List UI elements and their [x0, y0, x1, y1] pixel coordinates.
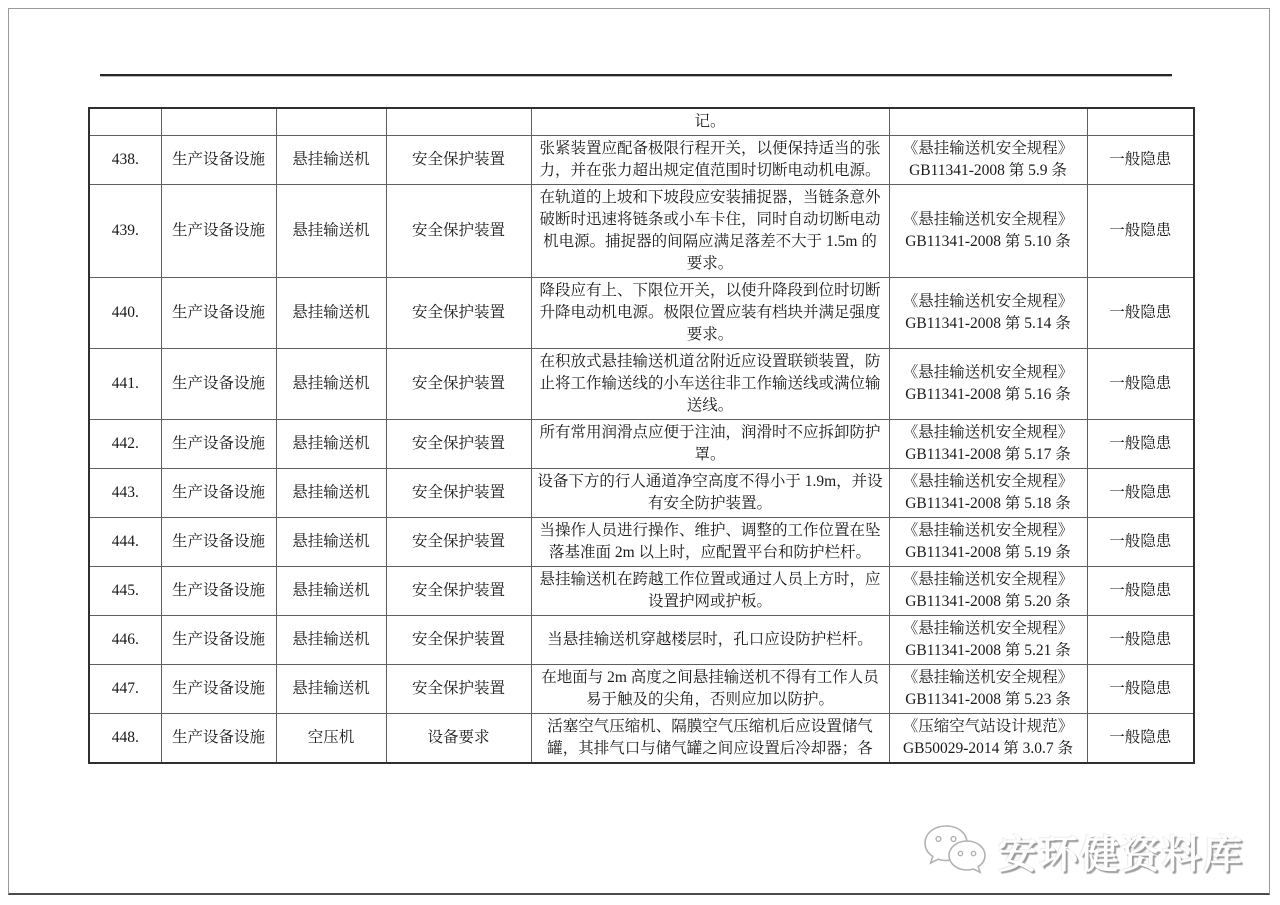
check-item-cell: 安全保护装置 — [386, 567, 531, 616]
check-item-cell: 安全保护装置 — [386, 136, 531, 185]
category-cell: 生产设备设施 — [161, 518, 276, 567]
basis-title: 《悬挂输送机安全规程》 — [902, 669, 1074, 686]
description-cell: 记。 — [531, 108, 889, 136]
category-cell: 生产设备设施 — [161, 420, 276, 469]
hazard-checklist-table — [88, 107, 1195, 764]
equipment-cell: 悬挂输送机 — [276, 420, 386, 469]
basis-clause: GB50029-2014 第 3.0.7 条 — [902, 740, 1074, 757]
category-cell: 生产设备设施 — [161, 714, 276, 764]
row-number-cell: 441. — [89, 349, 161, 420]
basis-cell — [889, 349, 1087, 420]
equipment-cell: 悬挂输送机 — [276, 469, 386, 518]
basis-cell — [889, 278, 1087, 349]
category-cell: 生产设备设施 — [161, 185, 276, 278]
description-cell: 当操作人员进行操作、维护、调整的工作位置在坠落基准面 2m 以上时，应配置平台和防护栏杆。 — [531, 518, 889, 567]
basis-title: 《悬挂输送机安全规程》 — [902, 140, 1074, 157]
table-row — [89, 349, 1194, 420]
basis-cell — [889, 665, 1087, 714]
category-cell — [161, 108, 276, 136]
hazard-level-cell: 一般隐患 — [1087, 714, 1194, 764]
basis-title: 《悬挂输送机安全规程》 — [902, 211, 1074, 228]
table-row — [89, 665, 1194, 714]
equipment-cell: 悬挂输送机 — [276, 278, 386, 349]
hazard-level-cell: 一般隐患 — [1087, 469, 1194, 518]
category-cell: 生产设备设施 — [161, 616, 276, 665]
equipment-cell: 悬挂输送机 — [276, 567, 386, 616]
row-number-cell: 443. — [89, 469, 161, 518]
table-row — [89, 278, 1194, 349]
check-item-cell: 设备要求 — [386, 714, 531, 764]
category-cell: 生产设备设施 — [161, 349, 276, 420]
check-item-cell: 安全保护装置 — [386, 278, 531, 349]
hazard-table-body — [89, 108, 1194, 763]
row-number-cell: 444. — [89, 518, 161, 567]
table-row — [89, 518, 1194, 567]
header-rule-line — [100, 74, 1172, 77]
basis-cell — [889, 714, 1087, 764]
basis-title: 《悬挂输送机安全规程》 — [902, 522, 1074, 539]
hazard-level-cell: 一般隐患 — [1087, 278, 1194, 349]
description-cell: 在轨道的上坡和下坡段应安装捕捉器，当链条意外破断时迅速将链条或小车卡住，同时自动切断电动机电源。捕捉器的间隔应满足落差不大于 1.5m 的要求。 — [531, 185, 889, 278]
hazard-level-cell: 一般隐患 — [1087, 665, 1194, 714]
basis-clause: GB11341-2008 第 5.9 条 — [909, 162, 1067, 179]
check-item-cell: 安全保护装置 — [386, 185, 531, 278]
row-number-cell: 442. — [89, 420, 161, 469]
table-row — [89, 136, 1194, 185]
basis-title: 《悬挂输送机安全规程》 — [902, 364, 1074, 381]
basis-clause: GB11341-2008 第 5.20 条 — [905, 593, 1071, 610]
row-number-cell: 448. — [89, 714, 161, 764]
description-cell: 活塞空气压缩机、隔膜空气压缩机后应设置储气罐，其排气口与储气罐之间应设置后冷却器；各 — [531, 714, 889, 764]
hazard-level-cell: 一般隐患 — [1087, 567, 1194, 616]
category-cell: 生产设备设施 — [161, 665, 276, 714]
basis-title: 《悬挂输送机安全规程》 — [902, 571, 1074, 588]
category-cell: 生产设备设施 — [161, 469, 276, 518]
basis-clause: GB11341-2008 第 5.17 条 — [905, 446, 1071, 463]
hazard-level-cell: 一般隐患 — [1087, 420, 1194, 469]
table-row — [89, 469, 1194, 518]
check-item-cell: 安全保护装置 — [386, 349, 531, 420]
category-cell: 生产设备设施 — [161, 136, 276, 185]
check-item-cell — [386, 108, 531, 136]
hazard-level-cell: 一般隐患 — [1087, 616, 1194, 665]
row-number-cell: 446. — [89, 616, 161, 665]
category-cell: 生产设备设施 — [161, 278, 276, 349]
check-item-cell: 安全保护装置 — [386, 616, 531, 665]
table-row — [89, 108, 1194, 136]
equipment-cell: 悬挂输送机 — [276, 136, 386, 185]
hazard-level-cell — [1087, 108, 1194, 136]
description-cell: 张紧装置应配备极限行程开关，以便保持适当的张力，并在张力超出规定值范围时切断电动机电源。 — [531, 136, 889, 185]
row-number-cell — [89, 108, 161, 136]
row-number-cell: 439. — [89, 185, 161, 278]
check-item-cell: 安全保护装置 — [386, 518, 531, 567]
hazard-level-cell: 一般隐患 — [1087, 185, 1194, 278]
basis-title: 《压缩空气站设计规范》 — [902, 718, 1074, 735]
table-row — [89, 567, 1194, 616]
basis-clause: GB11341-2008 第 5.21 条 — [905, 642, 1071, 659]
equipment-cell: 悬挂输送机 — [276, 665, 386, 714]
basis-cell — [889, 469, 1087, 518]
wechat-icon — [922, 823, 988, 881]
description-cell: 悬挂输送机在跨越工作位置或通过人员上方时，应设置护网或护板。 — [531, 567, 889, 616]
basis-clause: GB11341-2008 第 5.18 条 — [905, 495, 1071, 512]
equipment-cell: 悬挂输送机 — [276, 616, 386, 665]
table-row — [89, 616, 1194, 665]
equipment-cell: 悬挂输送机 — [276, 349, 386, 420]
basis-cell — [889, 108, 1087, 136]
basis-clause: GB11341-2008 第 5.10 条 — [905, 233, 1071, 250]
equipment-cell — [276, 108, 386, 136]
row-number-cell: 445. — [89, 567, 161, 616]
hazard-level-cell: 一般隐患 — [1087, 349, 1194, 420]
category-cell: 生产设备设施 — [161, 567, 276, 616]
basis-cell — [889, 616, 1087, 665]
basis-clause: GB11341-2008 第 5.16 条 — [905, 386, 1071, 403]
equipment-cell: 悬挂输送机 — [276, 518, 386, 567]
description-cell: 在积放式悬挂输送机道岔附近应设置联锁装置，防止将工作输送线的小车送往非工作输送线或满位输送线。 — [531, 349, 889, 420]
description-cell: 在地面与 2m 高度之间悬挂输送机不得有工作人员易于触及的尖角，否则应加以防护。 — [531, 665, 889, 714]
basis-cell — [889, 567, 1087, 616]
basis-cell — [889, 136, 1087, 185]
basis-clause: GB11341-2008 第 5.14 条 — [905, 315, 1071, 332]
basis-clause: GB11341-2008 第 5.23 条 — [905, 691, 1071, 708]
table-row — [89, 185, 1194, 278]
basis-title: 《悬挂输送机安全规程》 — [902, 620, 1074, 637]
basis-cell — [889, 518, 1087, 567]
basis-cell — [889, 420, 1087, 469]
watermark-text: 安环健资料库 — [997, 834, 1244, 877]
table-row — [89, 420, 1194, 469]
basis-cell — [889, 185, 1087, 278]
basis-title: 《悬挂输送机安全规程》 — [902, 293, 1074, 310]
hazard-level-cell: 一般隐患 — [1087, 136, 1194, 185]
description-cell: 所有常用润滑点应便于注油，润滑时不应拆卸防护罩。 — [531, 420, 889, 469]
basis-title: 《悬挂输送机安全规程》 — [902, 424, 1074, 441]
hazard-level-cell: 一般隐患 — [1087, 518, 1194, 567]
check-item-cell: 安全保护装置 — [386, 420, 531, 469]
description-cell: 降段应有上、下限位开关，以使升降段到位时切断升降电动机电源。极限位置应装有档块并满足强度要求。 — [531, 278, 889, 349]
check-item-cell: 安全保护装置 — [386, 469, 531, 518]
watermark — [922, 820, 1244, 884]
row-number-cell: 438. — [89, 136, 161, 185]
basis-clause: GB11341-2008 第 5.19 条 — [905, 544, 1071, 561]
basis-title: 《悬挂输送机安全规程》 — [902, 473, 1074, 490]
equipment-cell: 悬挂输送机 — [276, 185, 386, 278]
row-number-cell: 440. — [89, 278, 161, 349]
equipment-cell: 空压机 — [276, 714, 386, 764]
description-cell: 当悬挂输送机穿越楼层时，孔口应设防护栏杆。 — [531, 616, 889, 665]
check-item-cell: 安全保护装置 — [386, 665, 531, 714]
description-cell: 设备下方的行人通道净空高度不得小于 1.9m，并设有安全防护装置。 — [531, 469, 889, 518]
table-row — [89, 714, 1194, 764]
row-number-cell: 447. — [89, 665, 161, 714]
